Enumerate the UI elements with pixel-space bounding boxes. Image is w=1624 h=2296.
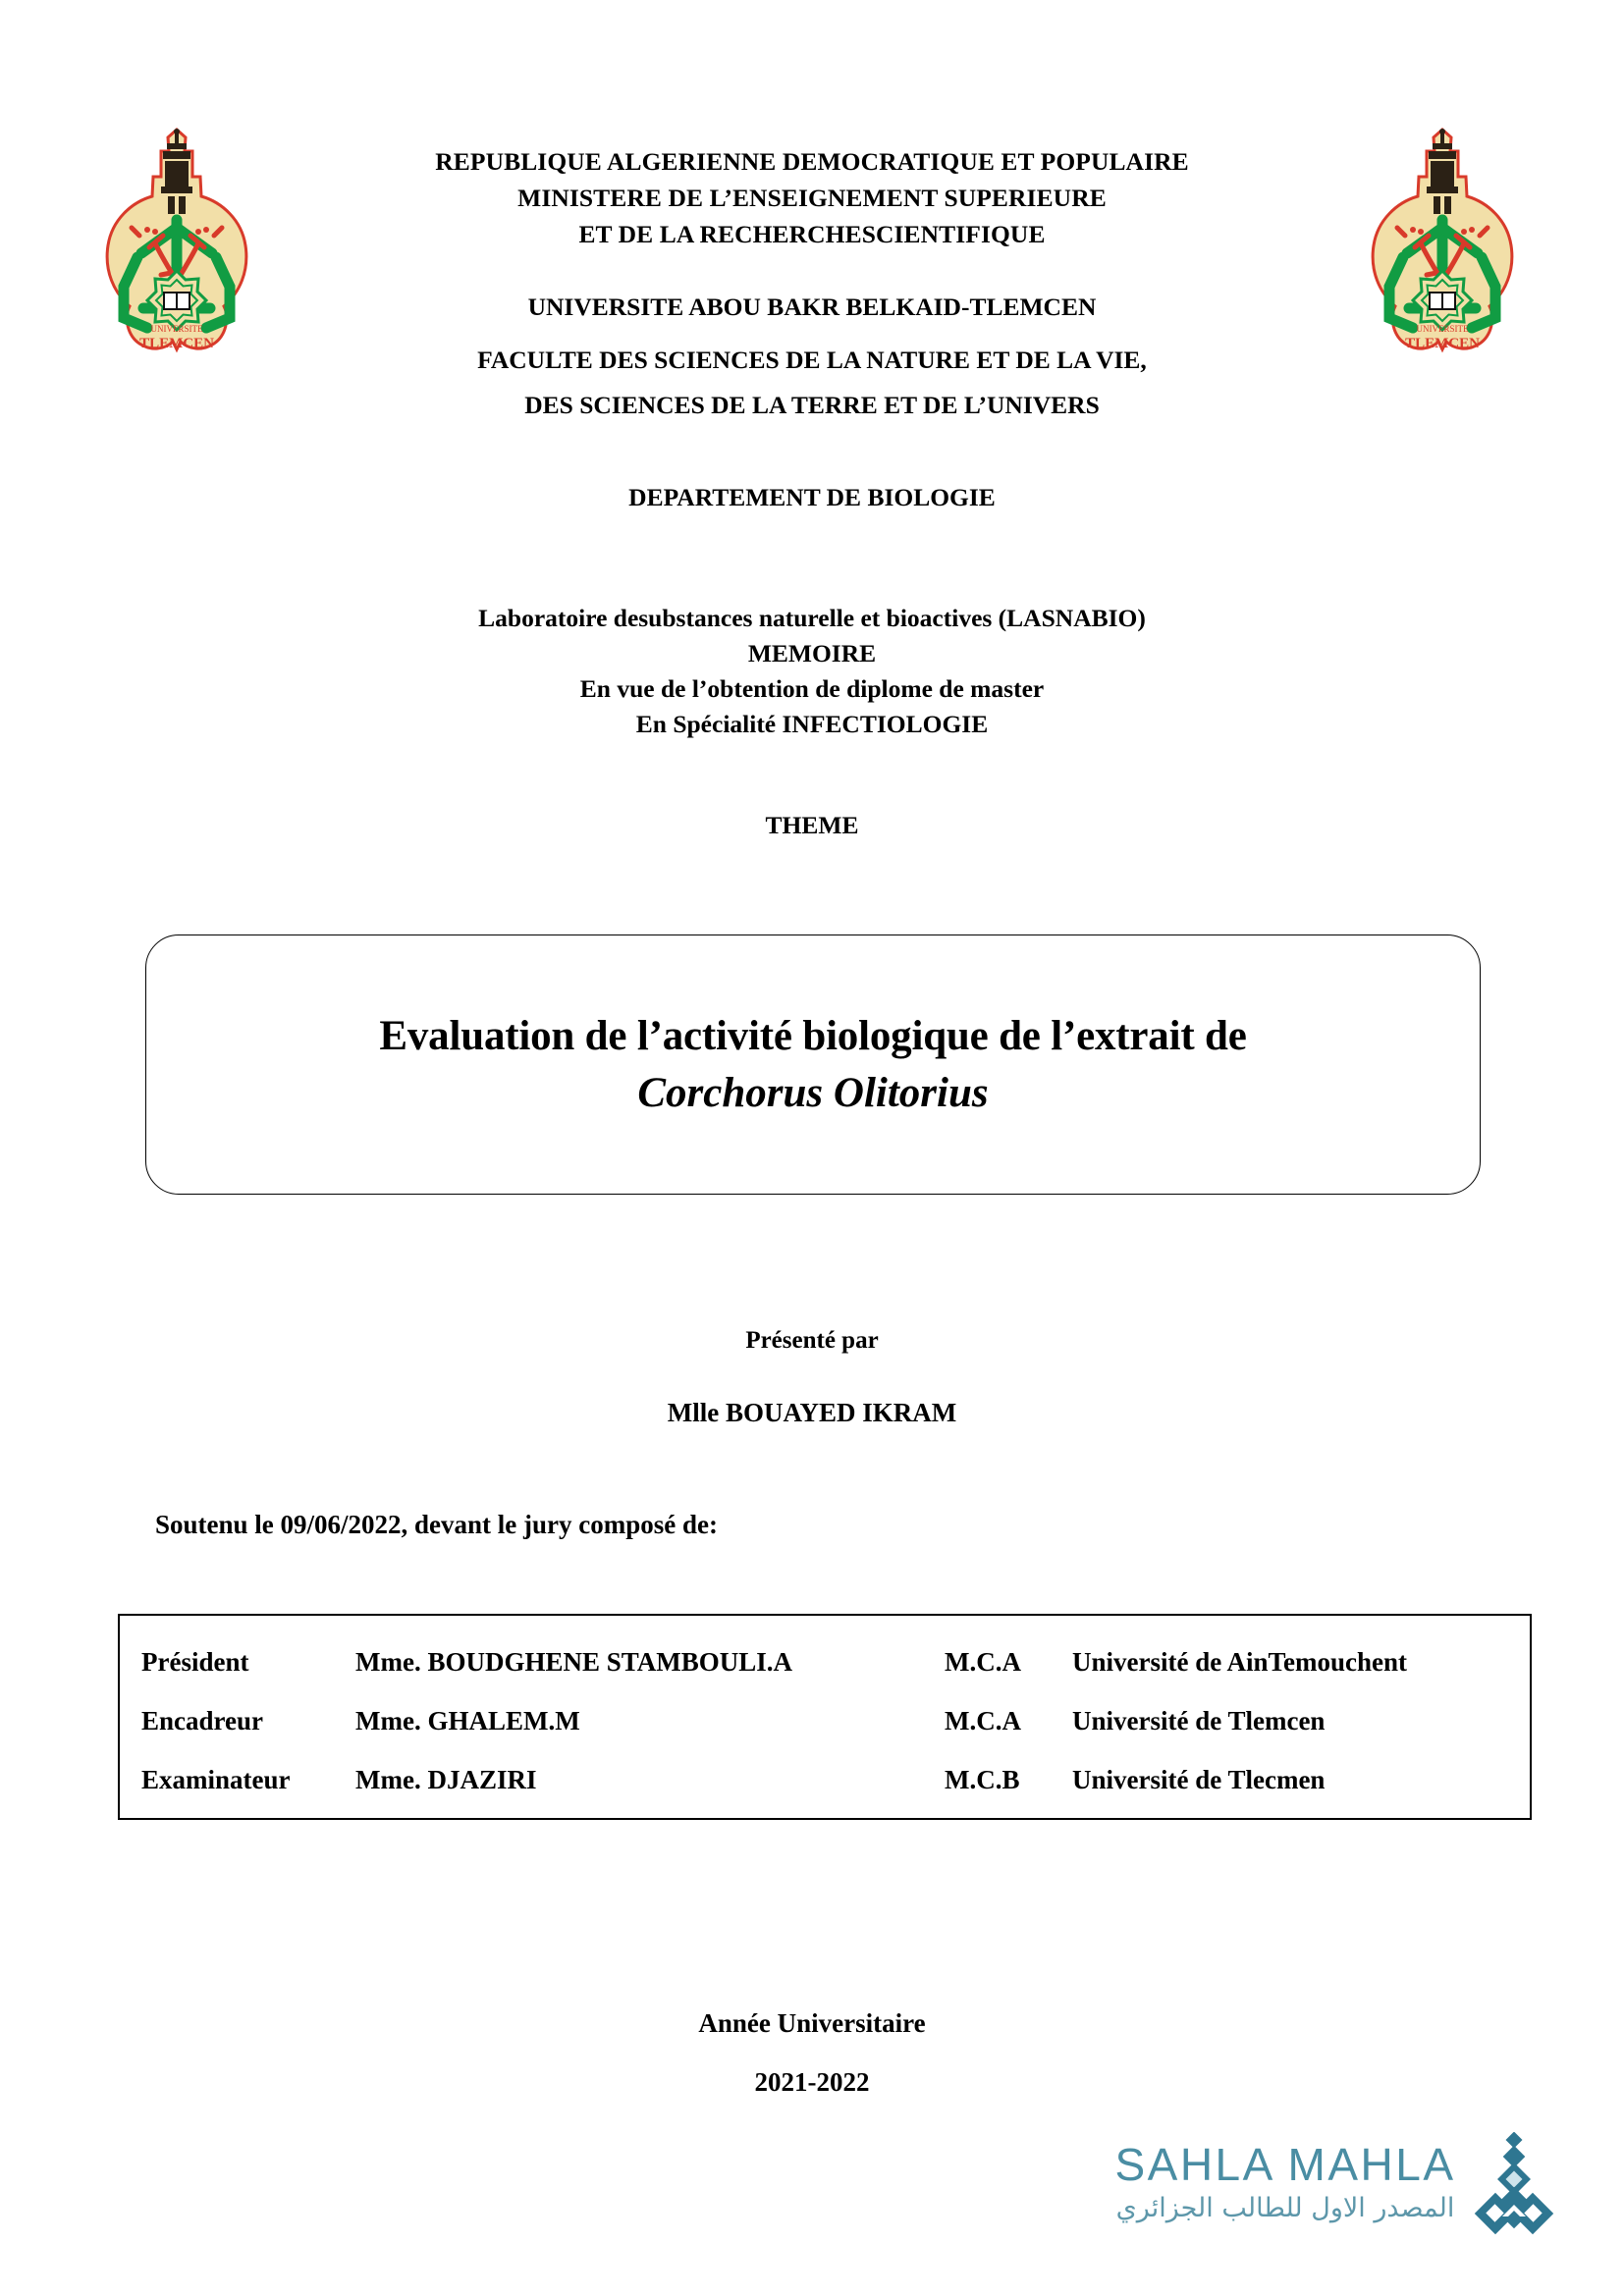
- ministry-line-1: REPUBLIQUE ALGERIENNE DEMOCRATIQUE ET POPULAIRE: [435, 147, 1189, 176]
- faculty-line-2: DES SCIENCES DE LA TERRE ET DE L’UNIVERS: [524, 391, 1100, 419]
- jury-role: Examinateur: [141, 1764, 291, 1794]
- jury-grade: M.C.A: [945, 1646, 1021, 1677]
- university-name: UNIVERSITE ABOU BAKR BELKAID-TLEMCEN: [527, 293, 1097, 321]
- jury-grade: M.C.B: [945, 1764, 1020, 1794]
- ministry-heading: [245, 143, 1379, 252]
- document-type: MEMOIRE: [747, 639, 877, 667]
- jury-table: [118, 1614, 1532, 1820]
- faculty-line-1: FACULTE DES SCIENCES DE LA NATURE ET DE LA VIE,: [477, 346, 1147, 374]
- sahla-mahla-tagline: المصدر الاول للطالب الجزائري: [1115, 2193, 1455, 2223]
- jury-name: Mme. BOUDGHENE STAMBOULI.A: [355, 1646, 793, 1677]
- table-row: [120, 1632, 1530, 1691]
- ministry-line-2: MINISTERE DE L’ENSEIGNEMENT SUPERIEURE: [517, 184, 1107, 212]
- academic-year-value: 2021-2022: [754, 2067, 870, 2097]
- thesis-title-line-2: Corchorus Olitorius: [637, 1069, 989, 1116]
- thesis-title-box: [145, 934, 1481, 1195]
- memoire-block: [0, 601, 1624, 742]
- defense-date-line: Soutenu le 09/06/2022, devant le jury composé de:: [155, 1510, 718, 1539]
- academic-year-label: Année Universitaire: [698, 2008, 926, 2038]
- svg-text:TLEMCEN: TLEMCEN: [1405, 336, 1480, 351]
- svg-text:UNIVERSITE: UNIVERSITE: [150, 324, 203, 334]
- svg-text:UNIVERSITE: UNIVERSITE: [1416, 324, 1469, 334]
- jury-name: Mme. GHALEM.M: [355, 1705, 580, 1735]
- laboratory-name: Laboratoire desubstances naturelle et bioactives (LASNABIO): [478, 604, 1146, 632]
- jury-university: Université de Tlecmen: [1072, 1764, 1326, 1794]
- table-row: [120, 1691, 1530, 1750]
- presented-by-label: Présenté par: [745, 1327, 879, 1354]
- author-name: Mlle BOUAYED IKRAM: [667, 1398, 957, 1427]
- university-logo-right: [1364, 126, 1521, 366]
- specialty: En Spécialité INFECTIOLOGIE: [635, 710, 989, 738]
- jury-name: Mme. DJAZIRI: [355, 1764, 537, 1794]
- thesis-title-line-1: Evaluation de l’activité biologique de l’extrait de: [379, 1012, 1247, 1059]
- sahla-mahla-logo-icon: [1463, 2132, 1565, 2248]
- jury-grade: M.C.A: [945, 1705, 1021, 1735]
- jury-university: Université de AinTemouchent: [1072, 1646, 1408, 1677]
- sahla-mahla-watermark: [1113, 2132, 1565, 2250]
- department-name: DEPARTEMENT DE BIOLOGIE: [628, 483, 996, 511]
- jury-role: Encadreur: [141, 1705, 264, 1735]
- jury-university: Université de Tlemcen: [1072, 1705, 1326, 1735]
- sahla-mahla-brand: SAHLA MAHLA: [1114, 2139, 1456, 2190]
- table-row: [120, 1750, 1530, 1809]
- theme-label: THEME: [765, 811, 859, 839]
- svg-text:TLEMCEN: TLEMCEN: [139, 336, 214, 351]
- header-zone: [0, 126, 1624, 420]
- jury-role: Président: [141, 1646, 249, 1677]
- university-logo-left: [98, 126, 255, 366]
- degree-purpose: En vue de l’obtention de diplome de master: [579, 674, 1045, 703]
- ministry-line-3: ET DE LA RECHERCHESCIENTIFIQUE: [578, 220, 1046, 248]
